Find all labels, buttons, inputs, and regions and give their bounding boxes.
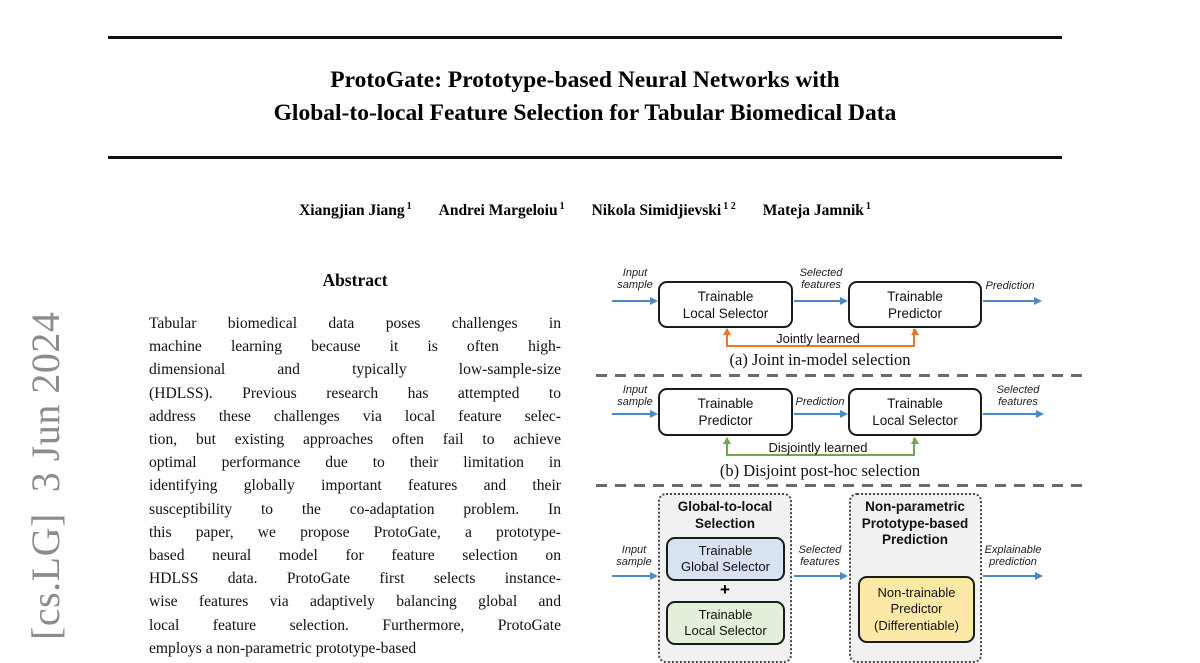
- prediction-label: Prediction: [985, 280, 1035, 292]
- trainable-local-selector-box: Trainable Local Selector: [658, 281, 793, 328]
- flow-arrow: [794, 300, 841, 302]
- flow-arrow: [794, 413, 841, 415]
- trainable-global-selector-box: Trainable Global Selector: [666, 537, 785, 581]
- input-sample-label: Input sample: [617, 267, 653, 291]
- dashed-separator: [596, 374, 1088, 377]
- author-affiliation-sup: 1: [406, 201, 412, 212]
- trainable-local-selector-box: Trainable Local Selector: [666, 601, 785, 645]
- author-name: Xiangjian Jiang: [299, 202, 405, 220]
- selected-features-label: Selected features: [799, 267, 843, 291]
- abstract-line: identifying globally important features and their: [149, 477, 561, 495]
- author-list: [108, 201, 1062, 220]
- abstract-line: wise features via adaptively balancing global and: [149, 593, 561, 611]
- abstract-line: tion, but existing approaches often fail to achieve: [149, 431, 561, 449]
- flow-arrow: [983, 413, 1037, 415]
- abstract-line: based neural model for feature selection on: [149, 547, 561, 565]
- abstract-line: address these challenges via local feature selec-: [149, 407, 561, 425]
- abstract-line: Tabular biomedical data poses challenges in: [149, 315, 561, 332]
- abstract-line: HDLSS data. ProtoGate first selects instance-: [149, 570, 561, 588]
- author-affiliation-sup: 1: [865, 201, 871, 212]
- caption-a: (a) Joint in-model selection: [729, 350, 911, 369]
- abstract-line: dimensional and typically low-sample-size: [149, 361, 561, 379]
- author: [439, 201, 565, 220]
- flow-arrow: [612, 300, 651, 302]
- author-affiliation-sup: 1: [559, 201, 565, 212]
- abstract-line: local feature selection. Furthermore, ProtoGate: [149, 616, 561, 634]
- author: [592, 201, 736, 220]
- author-affiliation-sup: 1 2: [723, 201, 736, 212]
- flow-arrow: [794, 575, 841, 577]
- abstract-line: this paper, we propose ProtoGate, a prototype-: [149, 523, 561, 541]
- disjointly-learned-label: Disjointly learned: [768, 440, 868, 455]
- author: [299, 201, 412, 220]
- abstract-line: employs a non-parametric prototype-based: [149, 639, 417, 657]
- trainable-predictor-box: Trainable Predictor: [658, 388, 793, 436]
- explainable-prediction-label: Explainable prediction: [984, 544, 1042, 568]
- input-sample-label: Input sample: [616, 544, 652, 568]
- abstract-line: susceptibility to the co-adaptation problem. In: [149, 500, 561, 518]
- abstract-line: (HDLSS). Previous research has attempted to: [149, 384, 561, 402]
- trainable-local-selector-box: Trainable Local Selector: [848, 388, 982, 436]
- abstract-body: [149, 312, 561, 660]
- input-sample-label: Input sample: [617, 384, 653, 408]
- title-bottom-rule: [108, 156, 1062, 159]
- author-name: Andrei Margeloiu: [438, 202, 558, 220]
- selected-features-label: Selected features: [996, 384, 1040, 408]
- page-title: [108, 64, 1062, 130]
- top-rule: [108, 36, 1062, 39]
- author-name: Mateja Jamnik: [762, 202, 864, 220]
- trainable-predictor-box: Trainable Predictor: [848, 281, 982, 328]
- title-line-2: Global-to-local Feature Selection for Tabular Biomedical Data: [273, 100, 897, 126]
- global-to-local-selection-title: Global-to-local Selection: [677, 499, 773, 531]
- flow-arrow: [612, 575, 651, 577]
- abstract-heading: Abstract: [322, 270, 388, 290]
- flow-arrow: [612, 413, 651, 415]
- flow-arrow: [983, 575, 1036, 577]
- abstract-line: optimal performance due to their limitation in: [149, 454, 561, 472]
- selected-features-label: Selected features: [798, 544, 842, 568]
- author: [763, 201, 871, 220]
- arxiv-banner: [cs.LG] 3 Jun 2024: [23, 311, 68, 640]
- plus-sign: +: [720, 580, 730, 599]
- caption-b: (b) Disjoint post-hoc selection: [719, 461, 921, 480]
- flow-arrow: [983, 300, 1035, 302]
- title-line-1: ProtoGate: Prototype-based Neural Networks with: [330, 67, 840, 93]
- author-name: Nikola Simidjievski: [591, 202, 722, 220]
- dashed-separator: [596, 484, 1088, 487]
- abstract-line: machine learning because it is often high-: [149, 338, 561, 356]
- non-trainable-predictor-box: Non-trainable Predictor (Differentiable): [858, 576, 975, 643]
- prediction-label: Prediction: [795, 396, 845, 408]
- prototype-prediction-title: Non-parametric Prototype-based Prediction: [861, 499, 969, 547]
- jointly-learned-label: Jointly learned: [776, 331, 860, 346]
